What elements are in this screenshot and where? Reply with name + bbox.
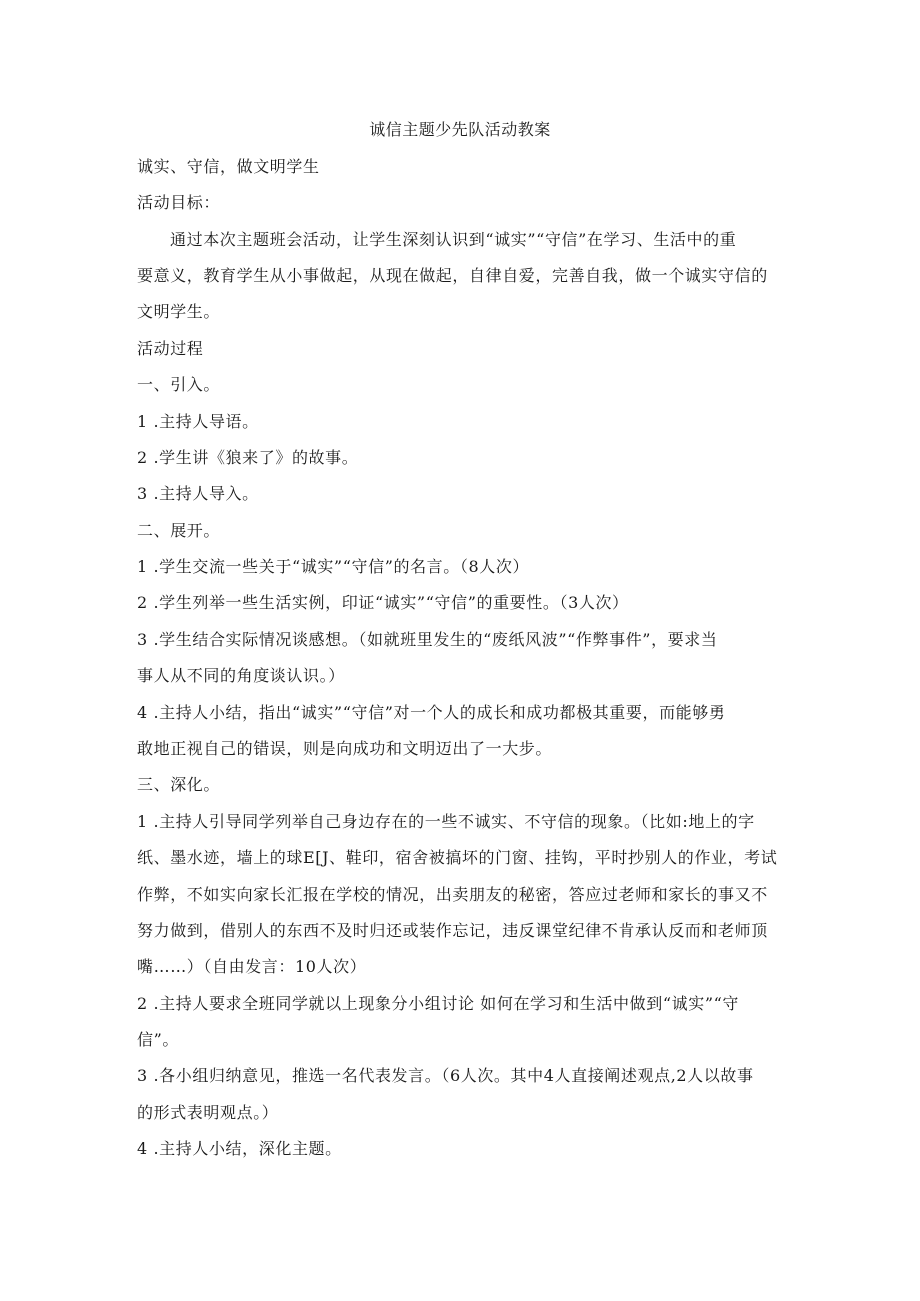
document-subtitle: 诚实、守信，做文明学生 [137, 157, 320, 176]
goal-paragraph-line: 文明学生。 [137, 302, 221, 321]
list-item: 4 .主持人小结，指出“诚实”“守信”对一个人的成长和成功都极其重要，而能够勇 [137, 703, 726, 722]
list-item: 3 .主持人导入。 [137, 484, 259, 503]
list-item-continuation: 事人从不同的角度谈认识。） [137, 666, 345, 685]
section-heading: 三、深化。 [137, 775, 221, 794]
list-item: 2 .主持人要求全班同学就以上现象分小组讨论 如何在学习和生活中做到“诚实”“守 [137, 994, 739, 1013]
goal-paragraph-line: 要意义，教育学生从小事做起，从现在做起，自律自爱，完善自我，做一个诚实守信的 [137, 266, 768, 285]
list-item: 2 .学生讲《狼来了》的故事。 [137, 448, 359, 467]
list-item-continuation: 嘴……）（自由发言：10人次） [137, 957, 367, 976]
list-item: 4 .主持人小结，深化主题。 [137, 1139, 342, 1158]
list-item-continuation: 努力做到，借别人的东西不及时归还或装作忘记，违反课堂纪律不肯承认反而和老师顶 [137, 921, 768, 940]
section-heading: 一、引入。 [137, 375, 221, 394]
list-item: 1 .主持人引导同学列举自己身边存在的一些不诚实、不守信的现象。（比如:地上的字 [137, 812, 755, 831]
list-item-continuation: 敢地正视自己的错误，则是向成功和文明迈出了一大步。 [137, 739, 553, 758]
goal-heading: 活动目标： [137, 193, 221, 212]
document-title: 诚信主题少先队活动教案 [369, 120, 551, 139]
list-item: 3 .各小组归纳意见，推选一名代表发言。（6人次。其中4人直接阐述观点,2人以故事 [137, 1066, 754, 1085]
process-heading: 活动过程 [137, 339, 204, 358]
goal-paragraph-line: 通过本次主题班会活动，让学生深刻认识到“诚实”“守信”在学习、生活中的重 [170, 230, 737, 249]
list-item-continuation: 信”。 [137, 1030, 179, 1049]
list-item: 2 .学生列举一些生活实例，印证“诚实”“守信”的重要性。（3人次） [137, 593, 629, 612]
list-item: 1 .学生交流一些关于“诚实”“守信”的名言。（8人次） [137, 557, 530, 576]
list-item: 1 .主持人导语。 [137, 412, 259, 431]
list-item-continuation: 作弊，不如实向家长汇报在学校的情况，出卖朋友的秘密，答应过老师和家长的事又不 [137, 885, 768, 904]
list-item: 3 .学生结合实际情况谈感想。（如就班里发生的“废纸风波”“作弊事件”，要求当 [137, 630, 718, 649]
section-heading: 二、展开。 [137, 521, 221, 540]
list-item-continuation: 的形式表明观点。） [137, 1103, 279, 1122]
list-item-continuation: 纸、墨水迹，墙上的球E[J、鞋印，宿舍被搞坏的门窗、挂钩，平时抄别人的作业，考试 [137, 848, 778, 867]
